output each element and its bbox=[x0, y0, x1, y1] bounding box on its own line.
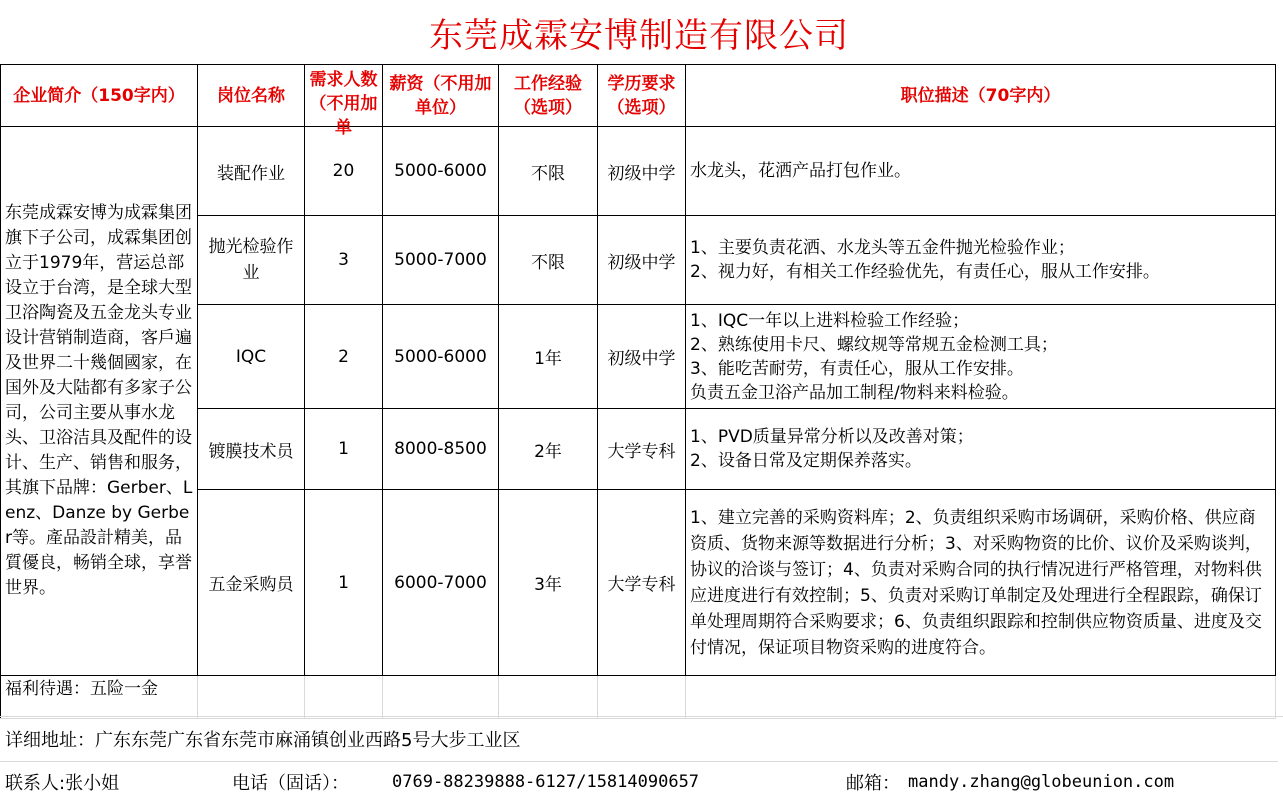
job-description: 1、PVD质量异常分析以及改善对策； 2、设备日常及定期保养落实。 bbox=[686, 409, 1276, 490]
job-salary: 5000-6000 bbox=[383, 127, 499, 216]
empty-cell bbox=[305, 676, 383, 719]
job-education: 大学专科 bbox=[598, 490, 686, 676]
job-education: 大学专科 bbox=[598, 409, 686, 490]
header-description: 职位描述（70字内） bbox=[686, 65, 1276, 127]
empty-cell bbox=[598, 676, 686, 719]
email-label: 邮箱： bbox=[846, 773, 900, 794]
header-row bbox=[1, 65, 1276, 127]
phone-label: 电话（固话）： bbox=[232, 773, 349, 794]
job-position: 镀膜技术员 bbox=[198, 409, 305, 490]
header-salary: 薪资（不用加单位） bbox=[383, 65, 499, 127]
empty-cell bbox=[383, 676, 499, 719]
table-row bbox=[1, 127, 1276, 216]
job-education: 初级中学 bbox=[598, 127, 686, 216]
address-line: 详细地址：广东东莞广东省东莞市麻涌镇创业西路5号大步工业区 bbox=[0, 716, 1283, 761]
header-position: 岗位名称 bbox=[198, 65, 305, 127]
welfare-row bbox=[1, 676, 1276, 719]
empty-cell bbox=[686, 676, 1276, 719]
phone-number: 0769-88239888-6127/15814090657 bbox=[392, 772, 700, 792]
header-education: 学历要求（选项） bbox=[598, 65, 686, 127]
job-experience: 1年 bbox=[499, 305, 598, 409]
job-description: 1、建立完善的采购资料库；2、负责组织采购市场调研，采购价格、供应商资质、货物来源等数据进行分析；3、对采购物资的比价、议价及采购谈判，协议的洽谈与签订；4、负责对采购合同的执行情况进行严格管理，对物料供应进度进行有效控制；5、负责对采购订单制定及处理进行全程跟踪，确保订单处理周期符合采购要求；6、负责组织跟踪和控制供应物资质量、进度及交付情况，保证项目物资采购的进度符合。 bbox=[686, 490, 1276, 676]
job-experience: 不限 bbox=[499, 216, 598, 305]
job-experience: 3年 bbox=[499, 490, 598, 676]
job-salary: 8000-8500 bbox=[383, 409, 499, 490]
job-salary: 6000-7000 bbox=[383, 490, 499, 676]
job-position: 五金采购员 bbox=[198, 490, 305, 676]
welfare: 福利待遇：五险一金 bbox=[1, 676, 198, 719]
job-position: IQC bbox=[198, 305, 305, 409]
job-experience: 不限 bbox=[499, 127, 598, 216]
job-description: 1、主要负责花洒、水龙头等五金件抛光检验作业； 2、视力好，有相关工作经验优先，有责任心，服从工作安排。 bbox=[686, 216, 1276, 305]
header-count: 需求人数（不用加单 bbox=[305, 65, 383, 127]
empty-cell bbox=[499, 676, 598, 719]
contact-line bbox=[0, 761, 1278, 802]
job-count: 3 bbox=[305, 216, 383, 305]
job-count: 1 bbox=[305, 409, 383, 490]
job-education: 初级中学 bbox=[598, 305, 686, 409]
job-position: 装配作业 bbox=[198, 127, 305, 216]
job-count: 20 bbox=[305, 127, 383, 216]
job-salary: 5000-6000 bbox=[383, 305, 499, 409]
job-table bbox=[0, 64, 1276, 719]
contact-person: 联系人:张小姐 bbox=[5, 773, 120, 794]
header-intro: 企业简介（150字内） bbox=[1, 65, 198, 127]
email-address: mandy.zhang@globeunion.com bbox=[908, 772, 1175, 792]
header-experience: 工作经验（选项） bbox=[499, 65, 598, 127]
job-salary: 5000-7000 bbox=[383, 216, 499, 305]
job-education: 初级中学 bbox=[598, 216, 686, 305]
job-count: 2 bbox=[305, 305, 383, 409]
empty-cell bbox=[198, 676, 305, 719]
company-intro: 东莞成霖安博为成霖集团旗下子公司，成霖集团创立于1979年，营运总部设立于台湾，是全球大型卫浴陶瓷及五金龙头专业设计营销制造商，客戶遍及世界二十幾個國家，在国外及大陆都有多家子公司，公司主要从事水龙头、卫浴洁具及配件的设计、生产、销售和服务，其旗下品牌：Gerber、Lenz、Danze by Gerber等。產品設計精美，品質優良，畅销全球，享誉世界。 bbox=[1, 127, 198, 676]
job-description: 1、IQC一年以上进料检验工作经验； 2、熟练使用卡尺、螺纹规等常规五金检测工具； 3、能吃苦耐劳，有责任心，服从工作安排。 负责五金卫浴产品加工制程/物料来料检验。 bbox=[686, 305, 1276, 409]
job-description: 水龙头，花洒产品打包作业。 bbox=[686, 127, 1276, 216]
job-count: 1 bbox=[305, 490, 383, 676]
job-position: 抛光检验作业 bbox=[198, 216, 305, 305]
company-title: 东莞成霖安博制造有限公司 bbox=[429, 15, 849, 56]
job-experience: 2年 bbox=[499, 409, 598, 490]
